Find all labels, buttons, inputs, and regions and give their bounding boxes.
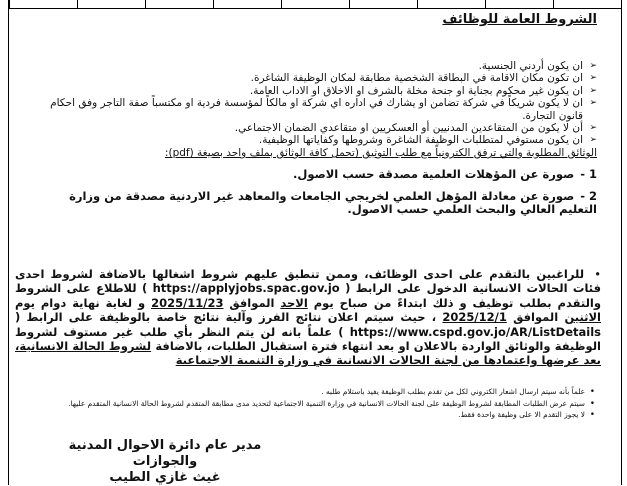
humanitarian-condition: لشروط الحالة الانسانية، يعد عرضها واعتمادها من لجنة الحالات الانسانية في وزارة التنمية الاجتماعية: [15, 339, 601, 368]
document-item: [57, 190, 597, 216]
section-title: الشروط العامة للوظائف: [442, 12, 597, 27]
document-number: 1 -: [580, 167, 597, 181]
documents-title: الوثائق المطلوبة والتي ترفق الكترونياً مع طلب التوثيق (تحمل كافة الوثائق بملف واحد بصيغة (pdf):: [164, 147, 597, 159]
top-table-border: [9, 0, 621, 9]
signature-role: مدير عام دائرة الاحوال المدنية والجوازات: [68, 438, 262, 469]
application-notice: • للراغبين بالتقدم على احدى الوظائف، وممن تنطبق عليهم شروط اشغالها بالاضافة لشروط احدى فئات الحالات الانسانية الدخول على الرابط ( https://applyjobs.spac.gov.jo ) للاطلاع على الشروط والتقدم بطلب توظيف و ذلك ابتداءً من صباح يوم الاحد الموافق 2025/11/23 و لغاية نهاية دوام يوم الاثنين الموافق 2025/12/1 ، حيث سيتم اعلان نتائج الفرز وآلية نتائج خاصة بالوظيفة على الرابط ( https://www.cspd.gov.jo/AR/ListDetails ) علماً بانه لن يتم النظر بأي طلب غير مستوف لشروط الوظيفة والوثائق الواردة بالاعلان او بعد انتهاء فترة استقبال الطلبات، بالاضافة لشروط الحالة الانسانية، يعد عرضها واعتمادها من لجنة الحالات الانسانية في وزارة التنمية الاجتماعية: [15, 267, 601, 368]
condition-item: ➢ ان يكون غير محكوم بجناية او جنحة مخلة بالشرف او الاخلاق او الاداب العامة.: [37, 85, 597, 97]
bullet-icon: •: [594, 267, 601, 281]
conditions-list: [37, 60, 597, 147]
document-page: [8, 0, 622, 485]
end-day: الاثنين: [564, 310, 601, 325]
document-number: 2 -: [580, 189, 597, 203]
signature-block: [45, 438, 285, 486]
note-item: • لا يجوز التقدم الا على وظيفة واحدة فقط.: [29, 410, 595, 421]
end-date: 2025/12/1: [442, 310, 507, 325]
apply-link[interactable]: https://applyjobs.spac.gov.jo: [152, 281, 340, 296]
document-item: [57, 168, 597, 181]
start-day: الاحد: [280, 295, 308, 310]
note-item: • سيتم عرض الطلبات المطابقة لشروط الوظيفة على لجنة الحالات الانسانية في وزارة التنمية الاجتماعية لتحديد مدى مطابقة المتقدم لشروط الحالة الانسانية المتقدم عليها.: [29, 399, 595, 410]
signature-name: غيث غازي الطيب: [109, 470, 221, 485]
condition-item: ➢ ان يكون أردني الجنسية.: [37, 60, 597, 72]
start-date: 2025/11/23: [151, 295, 224, 310]
note-item: • علماً بأنه سيتم ارسال اشعار الكتروني لكل من تقدم بطلب الوظيفة يفيد باستلام طلبه .: [29, 387, 595, 398]
condition-item: ➢ ان لا يكون شريكاً في شركة تضامن او يشارك في اداره اي شركة او مالكاً لمؤسسة فردية او مكتسباً صفة التاجر وفق احكام قانون التجارة.: [37, 97, 597, 122]
notes-list: [29, 387, 595, 422]
results-link[interactable]: https://www.cspd.gov.jo/AR/ListDetails: [349, 324, 601, 339]
condition-item: ➢ أن لا يكون من المتقاعدين المدنيين أو العسكريين او متقاعدي الضمان الاجتماعي.: [37, 122, 597, 134]
documents-list: [57, 168, 597, 225]
condition-item: ➢ ان يكون مستوفي لمتطلبات الوظيفة الشاغرة وشروطها وكفاياتها الوظيفية.: [37, 134, 597, 146]
condition-item: ➢ ان تكون مكان الاقامة في البطاقة الشخصية مطابقة لمكان الوظيفة الشاغرة.: [37, 72, 597, 84]
document-text: صورة عن المؤهلات العلمية مصدقة حسب الاصول.: [293, 167, 575, 181]
document-text: صورة عن معادلة المؤهل العلمي لخريجي الجامعات والمعاهد غير الاردنية مصدقة من وزارة التعليم العالي والبحث العلمي حسب الاصول.: [69, 189, 597, 216]
